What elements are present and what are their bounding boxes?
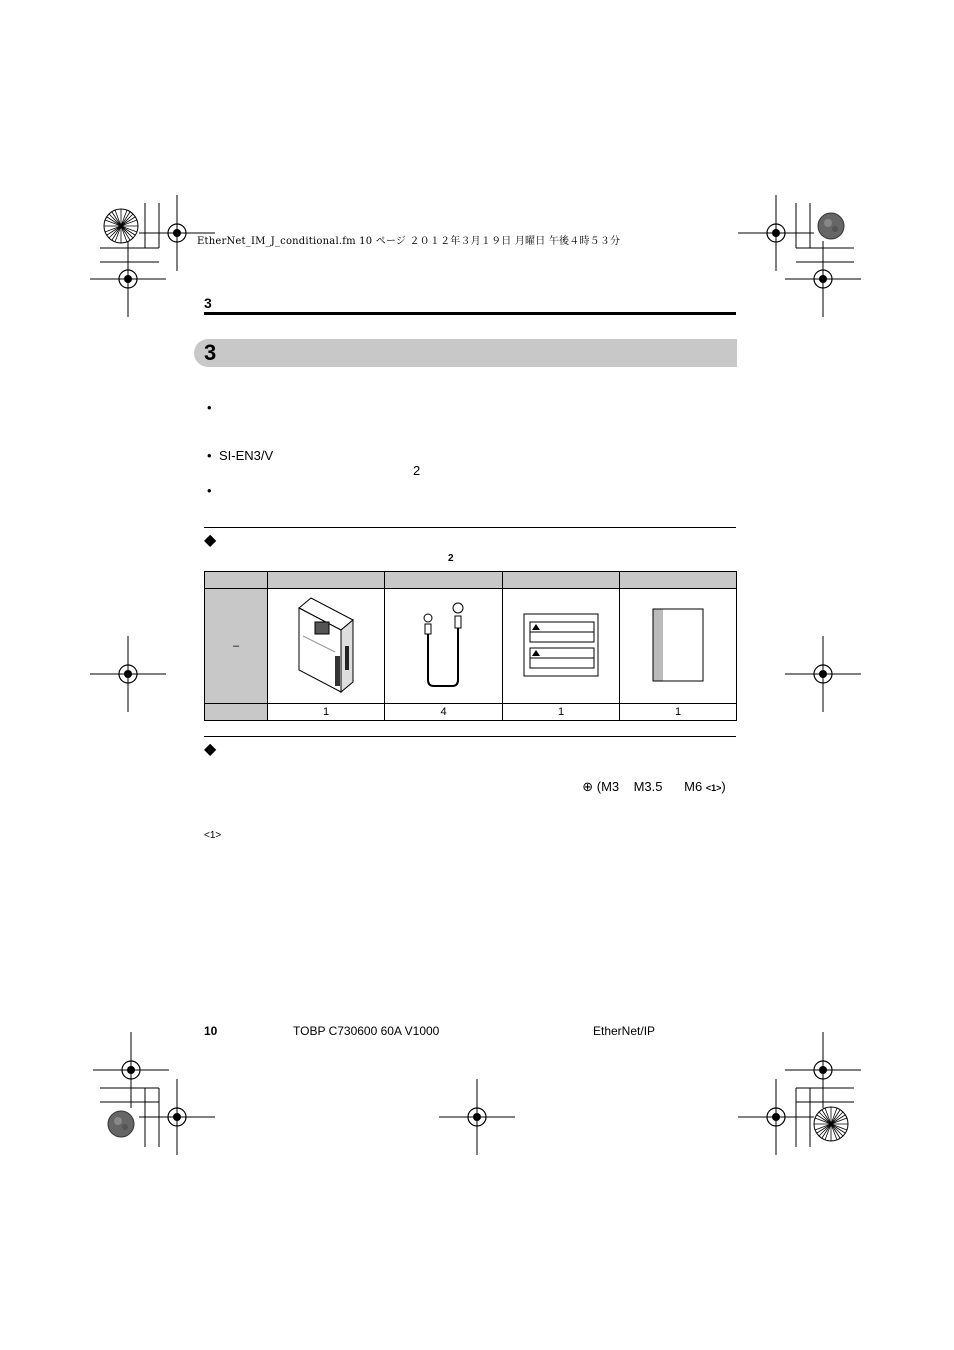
section-diamond-marker: ◆: [204, 532, 217, 549]
chapter-number-header: 3: [204, 295, 212, 311]
bullet-mark: •: [207, 483, 212, 498]
quantity-cell: 4: [385, 704, 503, 721]
ground-wire-illustration: [414, 600, 474, 690]
bullet-note-number: 2: [413, 463, 421, 478]
bullet-text: SI-EN3/V: [219, 448, 274, 463]
image-row-label: –: [205, 589, 268, 704]
chapter-title-bar: [194, 339, 737, 367]
section-rule: [204, 527, 736, 528]
section-rule: [204, 736, 736, 737]
bullet-mark: •: [207, 448, 212, 463]
bullet-mark: •: [207, 400, 212, 415]
accessories-table: [204, 571, 737, 721]
quantity-row-label: [205, 704, 268, 721]
table-image-row: [205, 589, 737, 704]
option-card-illustration: [291, 596, 361, 694]
manual-illustration: [651, 607, 705, 683]
table-caption: 2: [448, 553, 454, 564]
chapter-number-title: 3: [204, 340, 217, 365]
quantity-cell: 1: [620, 704, 737, 721]
screwdriver-spec-text: ⊕ (M3 M3.5 M6: [582, 779, 706, 794]
table-header-row: [205, 572, 737, 589]
page-number: 10: [204, 1024, 218, 1038]
warning-label-illustration: [522, 612, 600, 678]
ground-wire-cell: [385, 589, 503, 704]
option-card-cell: [268, 589, 385, 704]
print-header-info: EtherNet_IM_J_conditional.fm 10 ページ ２０１２年３月１９日 月曜日 午後４時５３分: [197, 236, 621, 247]
product-name: EtherNet/IP: [593, 1024, 656, 1038]
table-header-cell: [268, 572, 385, 589]
screwdriver-spec-close: ): [721, 779, 726, 794]
chapter-rule: [204, 312, 736, 315]
document-code: TOBP C730600 60A V1000: [293, 1024, 440, 1038]
screwdriver-note-ref: <1>: [705, 783, 722, 793]
table-quantity-row: [205, 704, 737, 721]
warning-label-cell: [503, 589, 620, 704]
table-header-cell: [385, 572, 503, 589]
footnote-marker: <1>: [204, 830, 222, 841]
table-header-cell: [503, 572, 620, 589]
screwdriver-spec: [575, 764, 726, 795]
quantity-cell: 1: [503, 704, 620, 721]
quantity-cell: 1: [268, 704, 385, 721]
table-header-cell: [205, 572, 268, 589]
table-header-cell: [620, 572, 737, 589]
section-diamond-marker: ◆: [204, 741, 217, 758]
manual-cell: [620, 589, 737, 704]
